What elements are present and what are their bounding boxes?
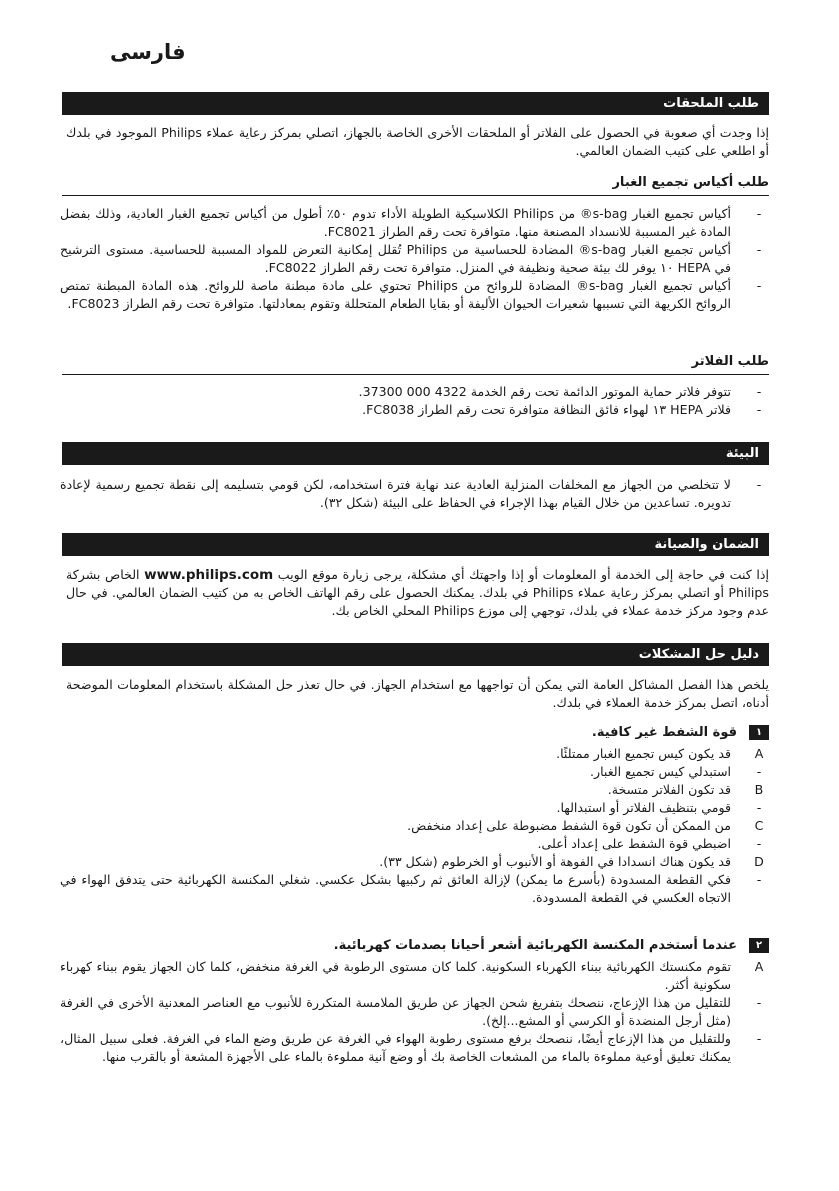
list-item [60,799,769,817]
list-item-text: من الممكن أن تكون قوة الشفط مضبوطة على إعداد منخفض. [407,818,731,833]
list-marker: C [754,818,764,833]
list-item [60,853,769,871]
list-item-text: فكي القطعة المسدودة (بأسرع ما يمكن) لإزالة العائق ثم ركبيها بشكل عكسي. شغلي المكنسة الكهربائية حتى يتدفق الهواء في الاتجاه العكسي في القطعة المسدودة. [60,872,731,905]
problem-2-list [60,958,769,1066]
list-item [60,241,769,277]
environment-list [60,476,769,512]
problem-title: قوة الشفط غير كافية. [591,725,737,740]
language-label: فارسی [110,40,186,64]
list-item [60,994,769,1030]
list-item-text: أكياس تجميع الغبار s-bag® المضادة للحساسية من Philips تُقلل إمكانية التعرض للمواد المسببة للحساسية. مستوى الترشيح في HEPA ١٠ يوفر لك بيئة صحية ونظيفة في المنزل. متوافرة تحت رقم الطراز FC8022. [60,242,731,275]
list-item-text: قد يكون هناك انسدادا في الفوهة أو الأنبوب أو الخرطوم (شكل ٣٣). [379,854,731,869]
list-marker: - [756,278,762,293]
filters-heading: طلب الفلاتر [691,354,769,369]
list-item [60,871,769,907]
list-item-text: قد يكون كيس تجميع الغبار ممتلئًا. [556,746,731,761]
list-marker: A [754,959,764,974]
list-item-text: تقوم مكنستك الكهربائية ببناء الكهرباء السكونية. كلما كان مستوى الرطوبة في الغرفة منخفض، كلما كان الجهاز يقوم ببناء كهرباء سكونية أكثر. [60,959,731,992]
list-item-text: وللتقليل من هذا الإزعاج أيضًا، ننصحك برفع مستوى رطوبة الهواء في الغرفة عن طريق وضع الماء في الغرفة. فعلى سبيل المثال، يمكنك تعليق أوعية مملوءة بالماء من المشعات الخاصة بك أو وضع آنية مملوءة بالماء على الأجهزة المشعة أو بالقرب منها. [60,1031,731,1064]
list-item [60,277,769,313]
warranty-text [66,566,769,620]
list-marker: - [756,206,762,221]
list-item [60,205,769,241]
environment-heading: البيئة [62,442,769,465]
list-item-text: لا تتخلصي من الجهاز مع المخلفات المنزلية العادية عند نهاية فترة استخدامه، لكن قومي بتسليمه إلى نقطة تجميع رسمية لإعادة تدويره. تساعدين من خلال القيام بهذا الإجراء في الحفاظ على البيئة (شكل ٣٢). [60,477,731,510]
troubleshooting-intro: يلخص هذا الفصل المشاكل العامة التي يمكن أن تواجهها مع استخدام الجهاز. في حال تعذر حل المشكلة باستخدام المعلومات الموضحة أدناه، اتصل بمركز خدمة العملاء في بلدك. [66,677,769,710]
list-item-text: قد تكون الفلاتر متسخة. [607,782,731,797]
list-item [60,763,769,781]
list-marker: - [756,764,762,779]
list-item-text: أكياس تجميع الغبار s-bag® المضادة للروائح من Philips تحتوي على مادة مبطنة ماصة للروائح. هذه المادة المبطنة تمتص الروائح الكريهة التي تسببها شعيرات الحيوان الأليفة أو بقايا الطعام المتحللة وتقوم بمعادلتها. متوافرة تحت رقم الطراز FC8023. [60,278,731,311]
filters-rule [62,374,769,375]
list-marker: - [756,995,762,1010]
list-item-text: استبدلي كيس تجميع الغبار. [589,764,731,779]
list-marker: - [756,402,762,417]
list-marker: - [756,800,762,815]
list-marker: - [756,384,762,399]
problem-2-heading [62,938,769,953]
problem-1-list [60,745,769,907]
problem-1-heading [62,725,769,740]
list-marker: - [756,872,762,887]
warranty-text-start: إذا كنت في حاجة إلى الخدمة أو المعلومات أو إذا واجهتك أي مشكلة، يرجى زيارة موقع الويب [273,567,769,582]
list-item [60,958,769,994]
list-item-text: أكياس تجميع الغبار s-bag® من Philips الكلاسيكية الطويلة الأداء تدوم ٥٠٪ أطول من أكياس تجميع الغبار العادية، وذلك بفضل المادة غير المسببة للانسداد المصنعة منها. متوافرة تحت رقم الطراز FC8021. [60,206,731,239]
troubleshooting-heading: دليل حل المشكلات [62,643,769,666]
filters-list [60,383,769,419]
list-marker: D [754,854,764,869]
list-item [60,781,769,799]
list-item [60,745,769,763]
list-item-text: تتوفر فلاتر حماية الموتور الدائمة تحت رقم الخدمة 4322 000 37300. [358,384,731,399]
list-marker: - [756,1031,762,1046]
list-marker: B [754,782,764,797]
list-item [60,835,769,853]
problem-title: عندما أستخدم المكنسة الكهربائية أشعر أحيانا بصدمات كهربائية. [333,938,737,953]
dust-bags-heading: طلب أكياس تجميع الغبار [612,175,769,190]
list-item [60,817,769,835]
list-item [60,1030,769,1066]
accessories-text: إذا وجدت أي صعوبة في الحصول على الفلاتر أو الملحقات الأخرى الخاصة بالجهاز، اتصلي بمركز رعاية عملاء Philips الموجود في بلدك أو اطلعي على كتيب الضمان العالمي. [66,125,769,158]
warranty-text-end: الخاص بشركة Philips أو اتصلي بمركز رعاية عملاء Philips في بلدك. يمكنك الحصول على رقم الهاتف الخاص به من كتيب الضمان العالمي. في حال عدم وجود مركز خدمة عملاء في بلدك، توجهي إلى موزع Philips المحلي الخاص بك. [66,567,769,618]
list-item-text: للتقليل من هذا الإزعاج، ننصحك بتفريغ شحن الجهاز عن طريق الملامسة المتكررة للأنبوب مع العناصر المعدنية الأخرى في الغرفة (مثل أرجل المنضدة أو الكرسي أو المشع...إلخ). [60,995,731,1028]
list-item [60,476,769,512]
list-marker: - [756,242,762,257]
list-item-text: اضبطي قوة الشفط على إعداد أعلى. [537,836,731,851]
list-item-text: قومي بتنظيف الفلاتر أو استبدالها. [556,800,731,815]
list-item [60,401,769,419]
accessories-heading: طلب الملحقات [62,92,769,115]
list-marker: A [754,746,764,761]
list-item-text: فلاتر HEPA ١٣ لهواء فائق النظافة متوافرة تحت رقم الطراز FC8038. [362,402,731,417]
list-marker: - [756,836,762,851]
problem-number-badge: ٢ [749,938,769,953]
dust-bags-list [60,205,769,313]
problem-number-badge: ١ [749,725,769,740]
philips-website-link[interactable]: www.philips.com [144,567,274,583]
list-marker: - [756,477,762,492]
dust-bags-rule [62,195,769,196]
warranty-heading: الضمان والصيانة [62,533,769,556]
list-item [60,383,769,401]
